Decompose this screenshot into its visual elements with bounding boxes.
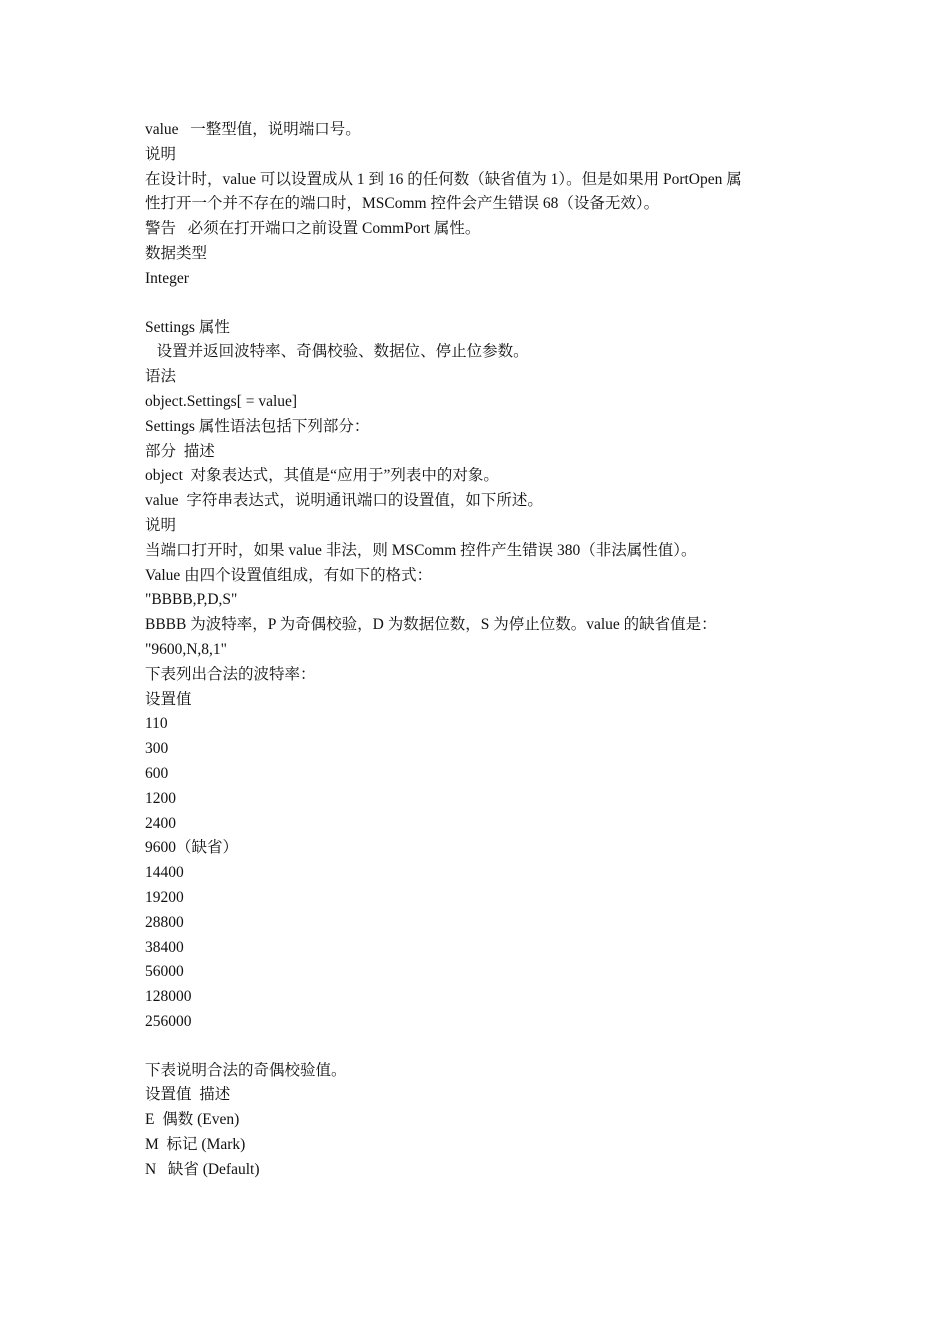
text-line: 56000 xyxy=(145,963,184,981)
blank-line xyxy=(145,1035,815,1059)
text-line: 19200 xyxy=(145,888,184,906)
text-line: 设置值 描述 xyxy=(145,1086,231,1104)
text-line: 性打开一个并不存在的端口时，MSComm 控件会产生错误 68（设备无效）。 xyxy=(145,195,660,213)
text-line: Settings 属性 xyxy=(145,318,230,336)
text-line: Value 由四个设置值组成，有如下的格式： xyxy=(145,566,433,584)
text-line: value 字符串表达式，说明通讯端口的设置值，如下所述。 xyxy=(145,492,543,510)
blank-line xyxy=(145,292,815,316)
text-line: 数据类型 xyxy=(145,244,208,262)
text-line: 语法 xyxy=(145,368,177,386)
text-line: 110 xyxy=(145,715,168,733)
text-line: M 标记 (Mark) xyxy=(145,1136,246,1154)
text-line: "BBBB,P,D,S" xyxy=(145,591,238,609)
text-line: BBBB 为波特率，P 为奇偶校验，D 为数据位数，S 为停止位数。value 的缺省值是： xyxy=(145,616,717,634)
text-line: 14400 xyxy=(145,864,184,882)
text-line: Settings 属性语法包括下列部分： xyxy=(145,417,370,435)
text-line: object.Settings[ = value] xyxy=(145,392,298,410)
text-line: E 偶数 (Even) xyxy=(145,1111,240,1129)
text-line: N 缺省 (Default) xyxy=(145,1160,260,1178)
text-line: 设置值 xyxy=(145,690,192,708)
text-line: 部分 描述 xyxy=(145,442,215,460)
text-line: 2400 xyxy=(145,814,176,832)
text-line: Integer xyxy=(145,269,189,287)
text-line: 当端口打开时，如果 value 非法，则 MSComm 控件产生错误 380（非法属性值）。 xyxy=(145,541,697,559)
text-line: 说明 xyxy=(145,145,177,163)
text-line: 600 xyxy=(145,764,169,782)
text-line: object 对象表达式，其值是“应用于”列表中的对象。 xyxy=(145,467,499,485)
text-line: 1200 xyxy=(145,789,176,807)
text-line: value 一整型值，说明端口号。 xyxy=(145,121,361,138)
text-line: 300 xyxy=(145,740,169,758)
text-line: 38400 xyxy=(145,938,184,956)
document-body xyxy=(145,118,815,1183)
text-line: 256000 xyxy=(145,1012,192,1030)
text-line: 9600（缺省） xyxy=(145,839,239,857)
text-line: 警告 必须在打开端口之前设置 CommPort 属性。 xyxy=(145,220,481,238)
text-line: 128000 xyxy=(145,988,192,1006)
text-line: 说明 xyxy=(145,516,177,534)
text-line: "9600,N,8,1" xyxy=(145,640,227,658)
text-line: 下表说明合法的奇偶校验值。 xyxy=(145,1061,347,1079)
text-line: 28800 xyxy=(145,913,184,931)
text-line: 设置并返回波特率、奇偶校验、数据位、停止位参数。 xyxy=(145,343,529,361)
text-line: 在设计时，value 可以设置成从 1 到 16 的任何数（缺省值为 1）。但是如果用 PortOpen 属 xyxy=(145,170,742,188)
text-line: 下表列出合法的波特率： xyxy=(145,665,316,683)
